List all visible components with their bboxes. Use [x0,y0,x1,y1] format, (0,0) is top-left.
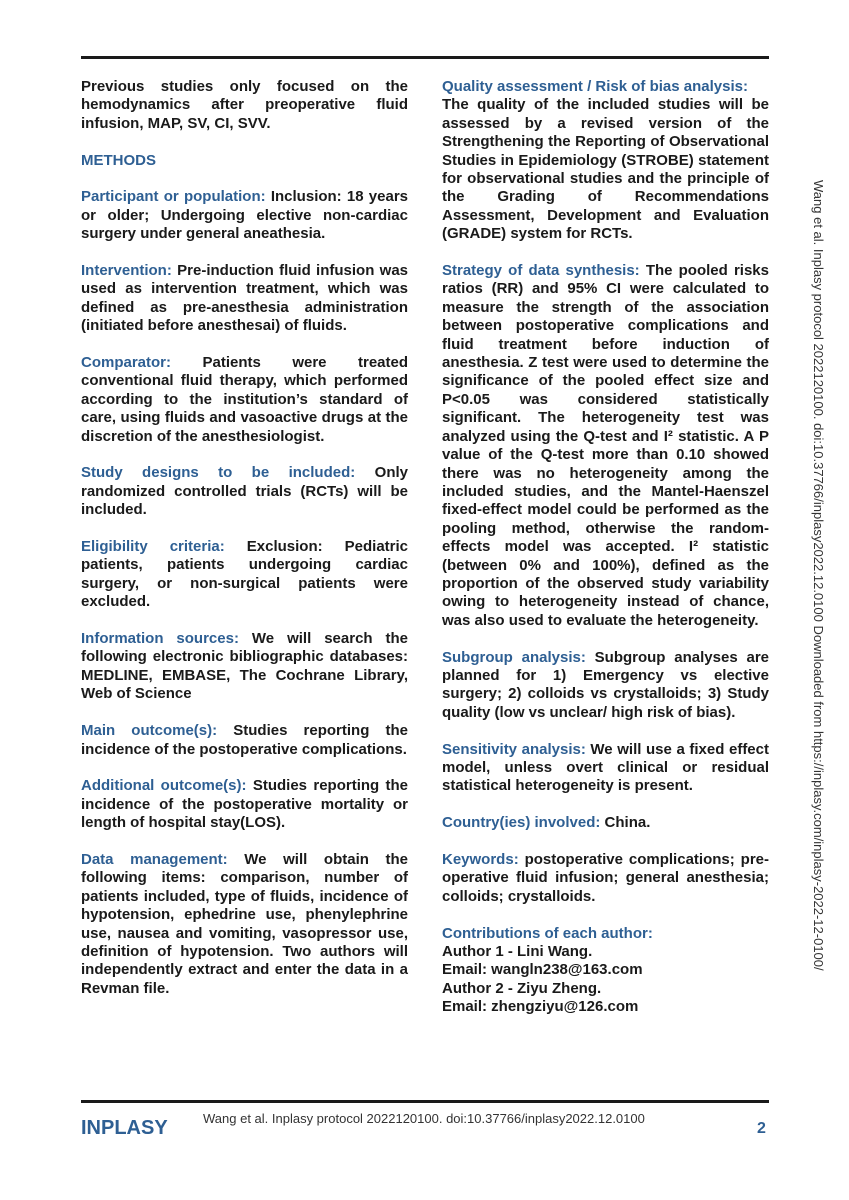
main-outcomes-section [81,722,408,759]
page-number: 2 [757,1120,766,1137]
data-management-text: We will obtain the following items: comparison, number of patients included, type of fluids, incidence of hypotension, ephedrine use, phenylephrine use, nausea and vomiting, vasopressor use, definition of hypotension. Two authors will independently extract and enter the data in a Revman file. [81,850,409,997]
bottom-rule [81,1100,769,1103]
comparator-label: Comparator: [81,354,172,372]
synthesis-label: Strategy of data synthesis: [442,262,640,280]
keywords-label: Keywords: [442,850,519,868]
study-designs-label: Study designs to be included: [81,464,356,482]
subgroup-label: Subgroup analysis: [442,648,586,666]
countries-label: Country(ies) involved: [442,814,601,832]
participants-label: Participant or population: [81,188,266,206]
participants-section [81,188,408,243]
eligibility-text: Exclusion: Pediatric patients, patients undergoing cardiac surgery, or non-surgical patients were excluded. [81,538,408,611]
data-management-label: Data management: [81,850,228,868]
data-management-section [81,851,408,998]
contributions-section [442,925,769,1017]
side-download-notice: Wang et al. Inplasy protocol 2022120100. doi:10.37766/inplasy2022.12.0100 Downloaded from https://inplasy.com/inplasy-2022-12-0100/ [811,180,826,971]
quality-text: The quality of the included studies will be assessed by a revised version of the Strengthening the Reporting of Observational Studies in Epidemiology (STROBE) statement for observational studies and the principle of the Grading of Recommendations Assessment, Development and Evaluation (GRADE) system for RCTs. [442,96,769,243]
information-sources-label: Information sources: [81,630,239,648]
main-outcomes-label: Main outcome(s): [81,722,218,740]
intervention-section [81,262,408,336]
information-sources-text: We will search the following electronic bibliographic databases: MEDLINE, EMBASE, The Cochrane Library, Web of Science [81,630,409,703]
intervention-text: Pre-induction fluid infusion was used as intervention treatment, which was defined as pre-anesthesia administration (initiated before anesthesai) of fluids. [81,262,409,335]
intro-paragraph: Previous studies only focused on the hemodynamics after preoperative fluid infusion, MAP, SV, CI, SVV. [81,78,408,132]
countries-text: China. [604,814,651,832]
subgroup-section [442,649,769,723]
left-column [81,78,408,1017]
sensitivity-text: We will use a fixed effect model, unless overt clinical or residual statistical heterogeneity is present. [442,740,769,795]
right-column [442,78,769,1035]
quality-label: Quality assessment / Risk of bias analysis: [442,78,748,95]
participants-text: Inclusion: 18 years or older; Undergoing elective non-cardiac surgery under general aneathesia. [81,188,409,243]
main-outcomes-text: Studies reporting the incidence of the postoperative complications. [81,722,408,758]
footer-citation: Wang et al. Inplasy protocol 2022120100. doi:10.37766/inplasy2022.12.0100 [203,1111,645,1126]
quality-section [442,78,769,244]
comparator-text: Patients were treated conventional fluid therapy, which performed according to the institution’s standard of care, using fluids and vasoactive drugs at the discretion of the anesthesiologist. [81,354,408,445]
additional-outcomes-section [81,777,408,832]
information-sources-section [81,630,408,704]
author-2-name: Author 2 - Ziyu Zheng. [442,979,602,997]
sensitivity-section [442,741,769,796]
methods-heading: METHODS [81,151,156,169]
keywords-text: postoperative complications; pre-operative fluid infusion; general anesthesia; colloids; crystalloids. [442,850,769,905]
comparator-section [81,354,408,446]
additional-outcomes-text: Studies reporting the incidence of the postoperative mortality or length of hospital stay(LOS). [81,777,409,832]
author-2-email: Email: zhengziyu@126.com [442,998,639,1016]
author-1-email: Email: wangln238@163.com [442,961,643,979]
contributions-label: Contributions of each author: [442,924,653,942]
synthesis-text: The pooled risks ratios (RR) and 95% CI were calculated to measure the strength of the association between postoperative complications and fluid treatment before induction of anesthesia. Z test were used to determine the significance of the pooled effect size and P<0.05 was considered statistically significant. The heterogeneity test was analyzed using the Q-test and I² statistic. A P value of the Q-test more than 0.10 showed there was no heterogeneity among the included studies, and the Mantel-Haenszel fixed-effect model could be performed as the pooling method, otherwise the random-effects model was accepted. I² statistic (between 0% and 100%), defined as the proportion of the observed study variability owing to heterogeneity instead of chance, was also used to evaluate the heterogeneity. [442,262,769,629]
top-rule [81,56,769,59]
countries-section [442,814,769,832]
sensitivity-label: Sensitivity analysis: [442,740,586,758]
footer-brand-logo: INPLASY [81,1117,168,1139]
synthesis-section [442,262,769,630]
eligibility-section [81,538,408,612]
subgroup-text: Subgroup analyses are planned for 1) Emergency vs elective surgery; 2) colloids vs crystalloids; 3) Study quality (low vs unclear/ high risk of bias). [442,648,769,721]
keywords-section [442,851,769,906]
study-designs-text: Only randomized controlled trials (RCTs) will be included. [81,464,408,519]
study-designs-section [81,464,408,519]
intervention-label: Intervention: [81,262,172,280]
author-1-name: Author 1 - Lini Wang. [442,943,593,960]
eligibility-label: Eligibility criteria: [81,538,225,556]
additional-outcomes-label: Additional outcome(s): [81,777,247,795]
